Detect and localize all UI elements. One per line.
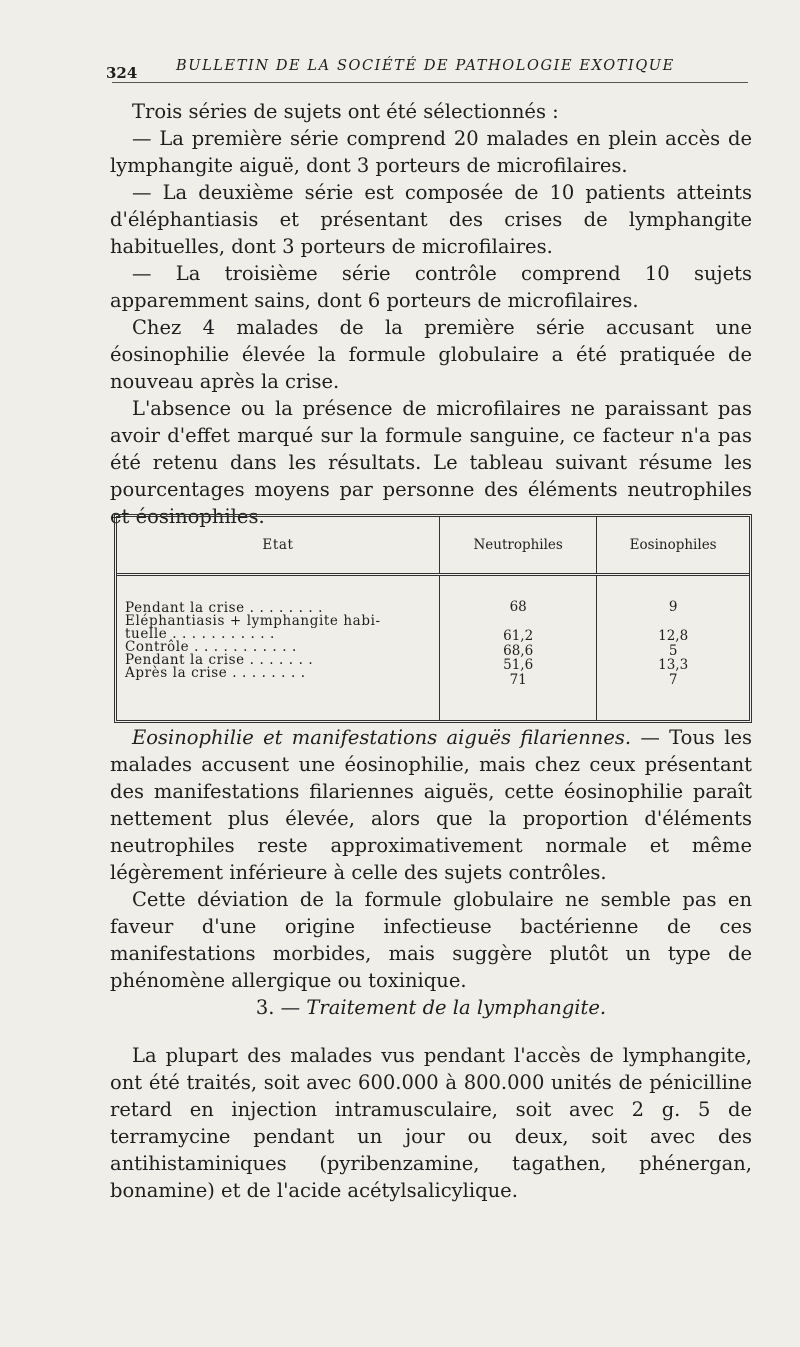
paragraph: L'absence ou la présence de microfilaires ne paraissant pas avoir d'effet marqué sur la formule sanguine, ce facteur n'a pas été retenu dans les résultats. Le tableau suivant résume les pourcentages moyens par personne des éléments neutrophiles et éosinophiles. xyxy=(110,397,752,528)
results-table xyxy=(114,514,752,723)
table-value: 7 xyxy=(668,671,678,688)
table-value: 61,2 xyxy=(503,628,534,645)
page-header xyxy=(106,56,748,83)
table-cell-etat xyxy=(117,575,440,721)
table-row-label: Pendant la crise . . . . . . . . xyxy=(125,600,324,616)
paragraph: — La troisième série contrôle comprend 10 sujets apparemment sains, dont 6 porteurs de microfilaires. xyxy=(110,262,752,312)
table-value: 9 xyxy=(668,599,678,615)
running-title: BULLETIN DE LA SOCIÉTÉ DE PATHOLOGIE EXOTIQUE xyxy=(176,58,675,74)
paragraph: — La première série comprend 20 malades en plein accès de lymphangite aiguë, dont 3 porteurs de microfilaires. xyxy=(110,127,752,177)
italic-caption: Eosinophilie et manifestations aiguës filariennes. xyxy=(132,726,632,749)
table-value xyxy=(441,615,595,630)
table-value: 68,6 xyxy=(503,642,534,659)
page-number: 324 xyxy=(106,64,138,82)
section-title-text: Traitement de la lymphangite. xyxy=(306,996,607,1019)
table-header-eosinophiles: Eosinophiles xyxy=(597,517,749,575)
table-row-label: Contrôle . . . . . . . . . . . xyxy=(125,639,297,655)
paragraph: Cette déviation de la formule globulaire ne semble pas en faveur d'une origine infectieuse bactérienne de ces manifestations morbides, mais suggère plutôt un type de phénomène allergique ou toxinique. xyxy=(110,888,752,992)
table-value: 13,3 xyxy=(658,657,689,674)
table-cell-neutrophiles xyxy=(440,575,597,721)
section-title xyxy=(110,994,752,1021)
body-text-middle xyxy=(110,724,752,1021)
paragraph xyxy=(110,724,752,886)
table-header-etat: Etat xyxy=(117,517,440,575)
table-value: 68 xyxy=(509,599,527,615)
table-value: 5 xyxy=(668,642,678,659)
paragraph-continuation: — Tous les malades accusent une éosinophilie, mais chez ceux présentant des manifestations filariennes aiguës, cette éosinophilie paraît nettement plus élevée, alors que la proportion d'éléments neutrophiles reste approximativement normale et même légèrement inférieure à celle des sujets contrôles. xyxy=(110,726,752,884)
body-text-bottom xyxy=(110,1042,752,1204)
table-value: 12,8 xyxy=(658,628,689,645)
table-value xyxy=(598,615,748,630)
table-row-label: Après la crise . . . . . . . . xyxy=(125,665,306,681)
table-row-label: Eléphantiasis + lymphangite habi- xyxy=(125,613,381,629)
table-row-label: Pendant la crise . . . . . . . xyxy=(125,652,314,668)
table-value: 51,6 xyxy=(503,657,534,674)
paragraph: — La deuxième série est composée de 10 patients atteints d'éléphantiasis et présentant des crises de lymphangite habituelles, dont 3 porteurs de microfilaires. xyxy=(110,181,752,258)
body-text-top xyxy=(110,98,752,530)
table-header-neutrophiles: Neutrophiles xyxy=(440,517,597,575)
table-cell-eosinophiles xyxy=(597,575,749,721)
section-number: 3. — xyxy=(255,996,301,1019)
table-value: 71 xyxy=(509,671,527,688)
paragraph: Trois séries de sujets ont été sélectionnés : xyxy=(132,100,559,123)
table-row-label: tuelle . . . . . . . . . . . xyxy=(125,626,275,642)
paragraph: La plupart des malades vus pendant l'accès de lymphangite, ont été traités, soit avec 600.000 à 800.000 unités de pénicilline retard en injection intramusculaire, soit avec 2 g. 5 de terramycine pendant un jour ou deux, soit avec des antihistaminiques (pyribenzamine, tagathen, phénergan, bonamine) et de l'acide acétylsalicylique. xyxy=(110,1044,752,1202)
paragraph: Chez 4 malades de la première série accusant une éosinophilie élevée la formule globulaire a été pratiquée de nouveau après la crise. xyxy=(110,316,752,393)
